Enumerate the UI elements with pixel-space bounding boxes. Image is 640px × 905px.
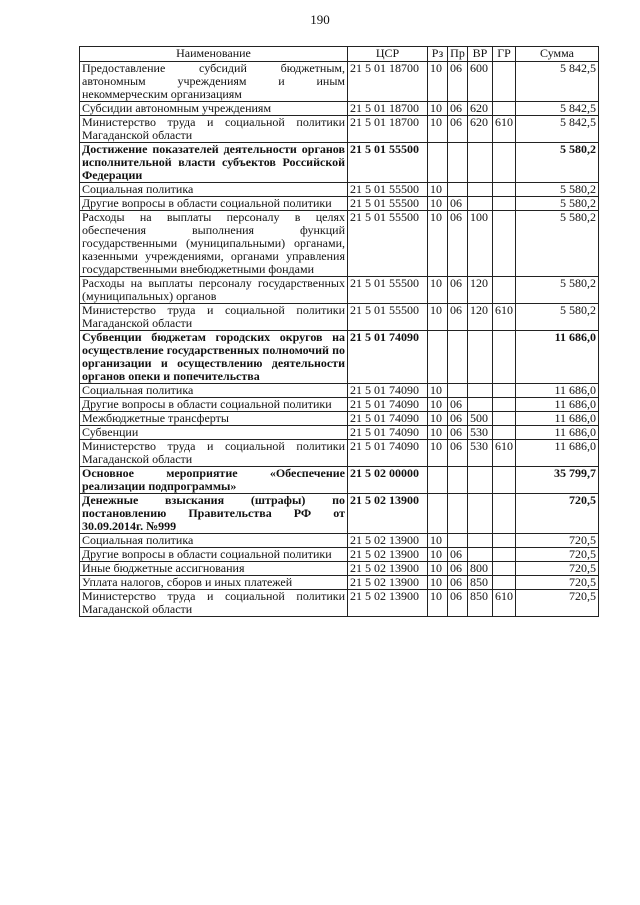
cell-sum: 5 580,2 — [516, 211, 599, 277]
cell-sum: 11 686,0 — [516, 331, 599, 384]
table-row — [80, 494, 599, 534]
table-row — [80, 576, 599, 590]
table-row — [80, 440, 599, 467]
cell-name: Министерство труда и социальной политики Магаданской области — [80, 304, 348, 331]
cell-name: Расходы на выплаты персоналу государственных (муниципальных) органов — [80, 277, 348, 304]
cell-pr — [448, 183, 468, 197]
cell-name: Денежные взыскания (штрафы) по постановлению Правительства РФ от 30.09.2014г. №999 — [80, 494, 348, 534]
cell-gr — [493, 412, 516, 426]
header-vr: ВР — [468, 47, 493, 62]
cell-gr — [493, 62, 516, 102]
cell-pr: 06 — [448, 62, 468, 102]
cell-vr — [468, 384, 493, 398]
cell-name: Социальная политика — [80, 183, 348, 197]
cell-pr — [448, 494, 468, 534]
cell-name: Министерство труда и социальной политики Магаданской области — [80, 116, 348, 143]
cell-vr: 120 — [468, 277, 493, 304]
cell-rz: 10 — [428, 534, 448, 548]
cell-csr: 21 5 01 18700 — [348, 116, 428, 143]
cell-vr: 850 — [468, 590, 493, 617]
cell-gr: 610 — [493, 116, 516, 143]
cell-sum: 11 686,0 — [516, 440, 599, 467]
cell-vr — [468, 398, 493, 412]
cell-csr: 21 5 01 74090 — [348, 412, 428, 426]
cell-sum: 720,5 — [516, 590, 599, 617]
cell-rz: 10 — [428, 440, 448, 467]
cell-name: Социальная политика — [80, 384, 348, 398]
cell-name: Межбюджетные трансферты — [80, 412, 348, 426]
table-row — [80, 548, 599, 562]
cell-sum: 720,5 — [516, 494, 599, 534]
cell-gr — [493, 548, 516, 562]
cell-pr: 06 — [448, 426, 468, 440]
cell-name: Министерство труда и социальной политики Магаданской области — [80, 440, 348, 467]
cell-sum: 720,5 — [516, 548, 599, 562]
cell-pr: 06 — [448, 590, 468, 617]
header-gr: ГР — [493, 47, 516, 62]
cell-rz: 10 — [428, 197, 448, 211]
cell-pr: 06 — [448, 102, 468, 116]
cell-gr: 610 — [493, 440, 516, 467]
cell-sum: 720,5 — [516, 576, 599, 590]
cell-csr: 21 5 02 13900 — [348, 534, 428, 548]
cell-pr: 06 — [448, 116, 468, 143]
cell-csr: 21 5 01 55500 — [348, 197, 428, 211]
cell-vr — [468, 494, 493, 534]
cell-csr: 21 5 01 74090 — [348, 426, 428, 440]
cell-sum: 5 842,5 — [516, 62, 599, 102]
cell-csr: 21 5 01 74090 — [348, 440, 428, 467]
cell-sum: 720,5 — [516, 562, 599, 576]
cell-pr: 06 — [448, 211, 468, 277]
cell-gr: 610 — [493, 590, 516, 617]
header-rz: Рз — [428, 47, 448, 62]
budget-table — [79, 46, 599, 617]
header-name: Наименование — [80, 47, 348, 62]
cell-vr: 120 — [468, 304, 493, 331]
cell-pr: 06 — [448, 197, 468, 211]
cell-sum: 5 580,2 — [516, 197, 599, 211]
table-header-row — [80, 47, 599, 62]
cell-vr: 850 — [468, 576, 493, 590]
table-row — [80, 412, 599, 426]
cell-sum: 5 842,5 — [516, 102, 599, 116]
cell-gr — [493, 384, 516, 398]
cell-name: Уплата налогов, сборов и иных платежей — [80, 576, 348, 590]
cell-pr: 06 — [448, 548, 468, 562]
cell-csr: 21 5 02 13900 — [348, 548, 428, 562]
table-row — [80, 384, 599, 398]
cell-pr: 06 — [448, 562, 468, 576]
cell-csr: 21 5 02 13900 — [348, 590, 428, 617]
cell-sum: 5 580,2 — [516, 143, 599, 183]
cell-rz — [428, 143, 448, 183]
cell-pr: 06 — [448, 440, 468, 467]
cell-gr — [493, 576, 516, 590]
cell-name: Социальная политика — [80, 534, 348, 548]
cell-rz: 10 — [428, 116, 448, 143]
cell-rz: 10 — [428, 548, 448, 562]
cell-csr: 21 5 01 74090 — [348, 384, 428, 398]
cell-sum: 5 580,2 — [516, 277, 599, 304]
cell-gr — [493, 562, 516, 576]
cell-name: Расходы на выплаты персоналу в целях обеспечения выполнения функций государственными (муниципальными) органами, казенными учреждениями, органами управления государственными внебюджетными фондами — [80, 211, 348, 277]
cell-pr: 06 — [448, 576, 468, 590]
cell-name: Другие вопросы в области социальной политики — [80, 197, 348, 211]
cell-pr — [448, 143, 468, 183]
table-row — [80, 304, 599, 331]
cell-csr: 21 5 02 13900 — [348, 562, 428, 576]
cell-vr — [468, 467, 493, 494]
table-row — [80, 590, 599, 617]
cell-gr — [493, 277, 516, 304]
cell-rz — [428, 494, 448, 534]
cell-rz: 10 — [428, 277, 448, 304]
cell-rz: 10 — [428, 412, 448, 426]
cell-vr: 530 — [468, 426, 493, 440]
cell-gr — [493, 331, 516, 384]
cell-vr — [468, 197, 493, 211]
table-row — [80, 211, 599, 277]
cell-csr: 21 5 01 18700 — [348, 102, 428, 116]
cell-name: Достижение показателей деятельности органов исполнительной власти субъектов Российской Федерации — [80, 143, 348, 183]
cell-pr: 06 — [448, 304, 468, 331]
table-row — [80, 143, 599, 183]
table-row — [80, 534, 599, 548]
cell-gr — [493, 143, 516, 183]
cell-sum: 11 686,0 — [516, 398, 599, 412]
cell-name: Субвенции бюджетам городских округов на осуществление государственных полномочий по организации и осуществлению деятельности органов опеки и попечительства — [80, 331, 348, 384]
cell-pr: 06 — [448, 412, 468, 426]
cell-vr — [468, 331, 493, 384]
table-row — [80, 116, 599, 143]
cell-csr: 21 5 02 13900 — [348, 576, 428, 590]
cell-name: Иные бюджетные ассигнования — [80, 562, 348, 576]
cell-sum: 5 842,5 — [516, 116, 599, 143]
cell-gr — [493, 494, 516, 534]
cell-gr — [493, 398, 516, 412]
cell-csr: 21 5 01 55500 — [348, 183, 428, 197]
cell-csr: 21 5 01 55500 — [348, 304, 428, 331]
cell-name: Другие вопросы в области социальной политики — [80, 548, 348, 562]
cell-name: Субсидии автономным учреждениям — [80, 102, 348, 116]
cell-gr — [493, 102, 516, 116]
table-row — [80, 197, 599, 211]
cell-sum: 5 580,2 — [516, 183, 599, 197]
cell-vr — [468, 534, 493, 548]
cell-rz: 10 — [428, 102, 448, 116]
cell-gr — [493, 197, 516, 211]
cell-csr: 21 5 01 55500 — [348, 143, 428, 183]
table-row — [80, 277, 599, 304]
table-row — [80, 102, 599, 116]
cell-vr — [468, 143, 493, 183]
cell-rz: 10 — [428, 562, 448, 576]
cell-rz: 10 — [428, 384, 448, 398]
header-pr: Пр — [448, 47, 468, 62]
table-row — [80, 331, 599, 384]
cell-csr: 21 5 01 18700 — [348, 62, 428, 102]
cell-gr — [493, 183, 516, 197]
cell-vr: 620 — [468, 102, 493, 116]
cell-pr — [448, 384, 468, 398]
cell-name: Другие вопросы в области социальной политики — [80, 398, 348, 412]
cell-vr: 800 — [468, 562, 493, 576]
cell-name: Основное мероприятие «Обеспечение реализации подпрограммы» — [80, 467, 348, 494]
cell-rz: 10 — [428, 183, 448, 197]
cell-gr — [493, 426, 516, 440]
cell-sum: 5 580,2 — [516, 304, 599, 331]
cell-pr — [448, 331, 468, 384]
cell-vr: 620 — [468, 116, 493, 143]
table-row — [80, 562, 599, 576]
cell-rz: 10 — [428, 398, 448, 412]
cell-rz — [428, 331, 448, 384]
cell-gr — [493, 534, 516, 548]
cell-sum: 720,5 — [516, 534, 599, 548]
cell-sum: 11 686,0 — [516, 426, 599, 440]
cell-name: Субвенции — [80, 426, 348, 440]
cell-sum: 35 799,7 — [516, 467, 599, 494]
cell-pr: 06 — [448, 398, 468, 412]
cell-rz: 10 — [428, 211, 448, 277]
cell-pr — [448, 467, 468, 494]
cell-vr: 600 — [468, 62, 493, 102]
cell-rz — [428, 467, 448, 494]
cell-csr: 21 5 02 00000 — [348, 467, 428, 494]
cell-sum: 11 686,0 — [516, 384, 599, 398]
cell-pr: 06 — [448, 277, 468, 304]
cell-vr: 100 — [468, 211, 493, 277]
cell-gr — [493, 211, 516, 277]
cell-rz: 10 — [428, 304, 448, 331]
cell-vr: 530 — [468, 440, 493, 467]
header-csr: ЦСР — [348, 47, 428, 62]
page-number: 190 — [310, 12, 330, 27]
cell-name: Министерство труда и социальной политики Магаданской области — [80, 590, 348, 617]
cell-csr: 21 5 01 74090 — [348, 331, 428, 384]
cell-gr: 610 — [493, 304, 516, 331]
cell-gr — [493, 467, 516, 494]
cell-vr: 500 — [468, 412, 493, 426]
cell-pr — [448, 534, 468, 548]
cell-rz: 10 — [428, 426, 448, 440]
cell-name: Предоставление субсидий бюджетным, автономным учреждениям и иным некоммерческим организациям — [80, 62, 348, 102]
cell-vr — [468, 183, 493, 197]
table-row — [80, 426, 599, 440]
cell-csr: 21 5 01 55500 — [348, 277, 428, 304]
header-sum: Сумма — [516, 47, 599, 62]
table-row — [80, 62, 599, 102]
cell-csr: 21 5 02 13900 — [348, 494, 428, 534]
cell-rz: 10 — [428, 62, 448, 102]
table-row — [80, 467, 599, 494]
cell-sum: 11 686,0 — [516, 412, 599, 426]
table-row — [80, 183, 599, 197]
cell-csr: 21 5 01 74090 — [348, 398, 428, 412]
table-body — [80, 62, 599, 617]
table-row — [80, 398, 599, 412]
cell-rz: 10 — [428, 590, 448, 617]
cell-csr: 21 5 01 55500 — [348, 211, 428, 277]
cell-rz: 10 — [428, 576, 448, 590]
cell-vr — [468, 548, 493, 562]
